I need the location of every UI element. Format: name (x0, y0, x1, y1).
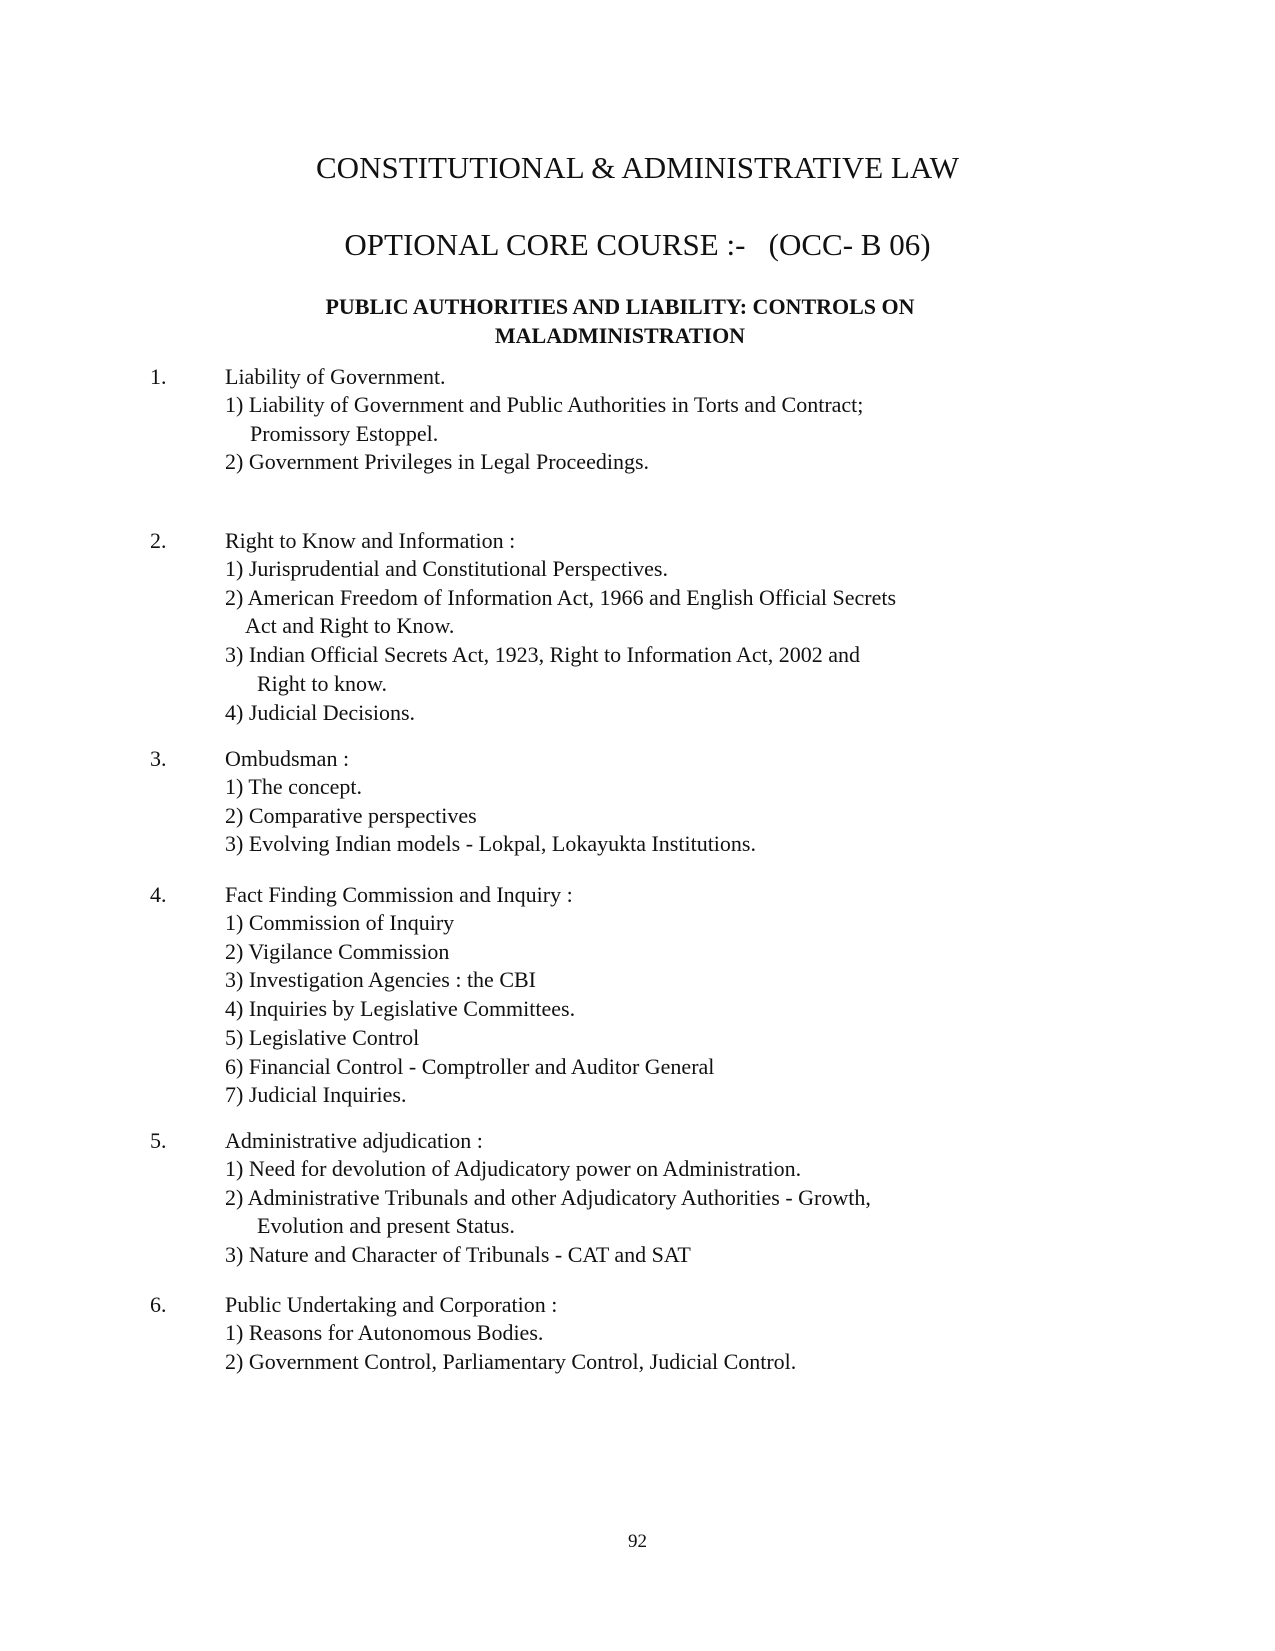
unit-item-list (225, 391, 863, 477)
list-item (225, 966, 714, 995)
unit-item-list (225, 773, 756, 859)
list-item (225, 909, 714, 938)
unit-title: Liability of Government. (225, 364, 446, 389)
list-item (225, 1348, 796, 1377)
list-item (225, 802, 756, 831)
list-item-text: 5) Legislative Control (225, 1024, 420, 1050)
section-heading-line: MALADMINISTRATION (494, 323, 746, 348)
list-item (225, 641, 896, 698)
list-item-text: 1) Jurisprudential and Constitutional Perspectives. (225, 556, 668, 581)
list-item-text: 3) Evolving Indian models - Lokpal, Lokayukta Institutions. (225, 831, 756, 857)
unit-number: 4. (150, 882, 167, 907)
list-item-text: 2) Vigilance Commission (225, 938, 450, 964)
list-item-text: 1) Liability of Government and Public Authorities in Torts and Contract; (225, 392, 864, 417)
list-item (225, 699, 896, 728)
list-item-text: 4) Judicial Decisions. (225, 699, 416, 725)
unit-number: 3. (150, 746, 167, 771)
course-line: OPTIONAL CORE COURSE :- (OCC- B 06) (344, 227, 931, 262)
list-item-text: 3) Indian Official Secrets Act, 1923, Right to Information Act, 2002 and (225, 642, 861, 668)
list-item-continuation: Right to know. (257, 670, 387, 696)
unit-title: Administrative adjudication : (225, 1128, 483, 1153)
unit-number: 6. (150, 1292, 167, 1317)
list-item-text: 1) Commission of Inquiry (225, 910, 455, 935)
list-item-continuation: Promissory Estoppel. (250, 420, 439, 446)
list-item-text: 6) Financial Control - Comptroller and Auditor General (225, 1053, 715, 1079)
list-item-text: 2) American Freedom of Information Act, 1966 and English Official Secrets (225, 584, 897, 610)
list-item (225, 938, 714, 967)
list-item-text: 1) Need for devolution of Adjudicatory power on Administration. (225, 1156, 802, 1181)
section-heading (180, 292, 1060, 350)
list-item (225, 773, 756, 802)
list-item-continuation: Act and Right to Know. (245, 613, 455, 639)
list-item-text: 1) The concept. (225, 774, 363, 799)
unit-title: Ombudsman : (225, 746, 350, 771)
list-item (225, 1241, 871, 1270)
page-number: 92 (628, 1531, 647, 1552)
list-item (225, 830, 756, 859)
list-item (225, 1024, 714, 1053)
list-item-text: 2) Government Privileges in Legal Proceedings. (225, 449, 650, 475)
section-heading-line: PUBLIC AUTHORITIES AND LIABILITY: CONTROLS ON (325, 294, 915, 319)
list-item-text: 2) Administrative Tribunals and other Adjudicatory Authorities - Growth, (225, 1184, 871, 1210)
list-item-continuation: Evolution and present Status. (257, 1213, 515, 1239)
list-item (225, 391, 863, 448)
list-item (225, 1081, 714, 1110)
unit-item-list (225, 1155, 871, 1270)
unit-item-list (225, 1319, 796, 1376)
list-item-text: 3) Investigation Agencies : the CBI (225, 967, 536, 993)
list-item (225, 995, 714, 1024)
unit-item-list (225, 909, 714, 1110)
list-item (225, 555, 896, 584)
list-item-text: 4) Inquiries by Legislative Committees. (225, 996, 576, 1022)
list-item (225, 584, 896, 641)
unit-number: 1. (150, 364, 167, 389)
unit-number: 5. (150, 1128, 167, 1153)
list-item (225, 1184, 871, 1241)
list-item-text: 2) Comparative perspectives (225, 802, 477, 828)
unit-number: 2. (150, 528, 167, 553)
unit-title: Right to Know and Information : (225, 528, 516, 553)
list-item-text: 2) Government Control, Parliamentary Control, Judicial Control. (225, 1348, 797, 1374)
document-title: CONSTITUTIONAL & ADMINISTRATIVE LAW (316, 150, 959, 185)
list-item-text: 7) Judicial Inquiries. (225, 1082, 407, 1108)
unit-title: Fact Finding Commission and Inquiry : (225, 882, 573, 907)
list-item-text: 3) Nature and Character of Tribunals - CAT and SAT (225, 1242, 691, 1268)
list-item (225, 1155, 871, 1184)
unit-item-list (225, 555, 896, 727)
list-item (225, 1053, 714, 1082)
unit-title: Public Undertaking and Corporation : (225, 1292, 558, 1317)
list-item-text: 1) Reasons for Autonomous Bodies. (225, 1320, 544, 1345)
list-item (225, 1319, 796, 1348)
list-item (225, 448, 863, 477)
